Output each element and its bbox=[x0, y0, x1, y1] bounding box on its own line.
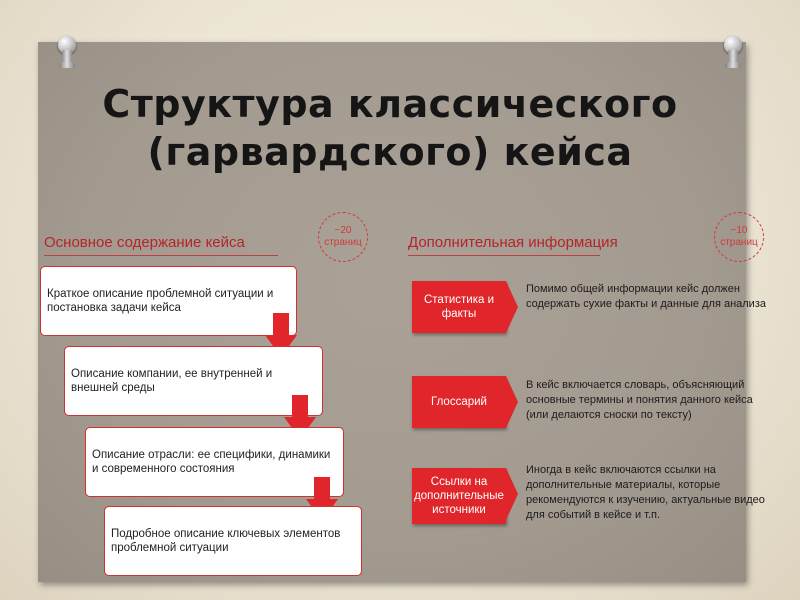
item-label-glossary: Глоссарий bbox=[412, 376, 506, 428]
right-page-count-badge: ~10 страниц bbox=[714, 212, 764, 262]
item-label-statistics: Статистика и факты bbox=[412, 281, 506, 333]
pushpin-icon bbox=[722, 36, 744, 68]
left-column-heading: Основное содержание кейса bbox=[44, 234, 245, 251]
item-desc-glossary: В кейс включается словарь, объясняющий основные термины и понятия данного кейса (или делаются сноски по тексту) bbox=[526, 379, 753, 421]
title-line-2: (гарвардского) кейса bbox=[147, 130, 633, 174]
left-page-count-badge: ~20 страниц bbox=[318, 212, 368, 262]
item-desc-sources: Иногда в кейс включаются ссылки на дополнительные материалы, которые рекомендуются к изучению, актуальные видео для событий в кейсе и т.п. bbox=[526, 464, 765, 521]
item-desc-statistics: Помимо общей информации кейс должен содержать сухие факты и данные для анализа bbox=[526, 283, 766, 310]
slide-title bbox=[60, 80, 720, 176]
item-label-sources: Ссылки на дополнительные источники bbox=[412, 468, 506, 524]
title-line-1: Структура классического bbox=[102, 82, 678, 126]
content-box-1: Краткое описание проблемной ситуации и постановка задачи кейса bbox=[40, 266, 297, 336]
content-box-4: Подробное описание ключевых элементов проблемной ситуации bbox=[104, 506, 362, 576]
content-box-3: Описание отрасли: ее специфики, динамики и современного состояния bbox=[85, 427, 344, 497]
content-box-2: Описание компании, ее внутренней и внешней среды bbox=[64, 346, 323, 416]
pushpin-icon bbox=[56, 36, 78, 68]
right-column-heading: Дополнительная информация bbox=[408, 234, 618, 251]
